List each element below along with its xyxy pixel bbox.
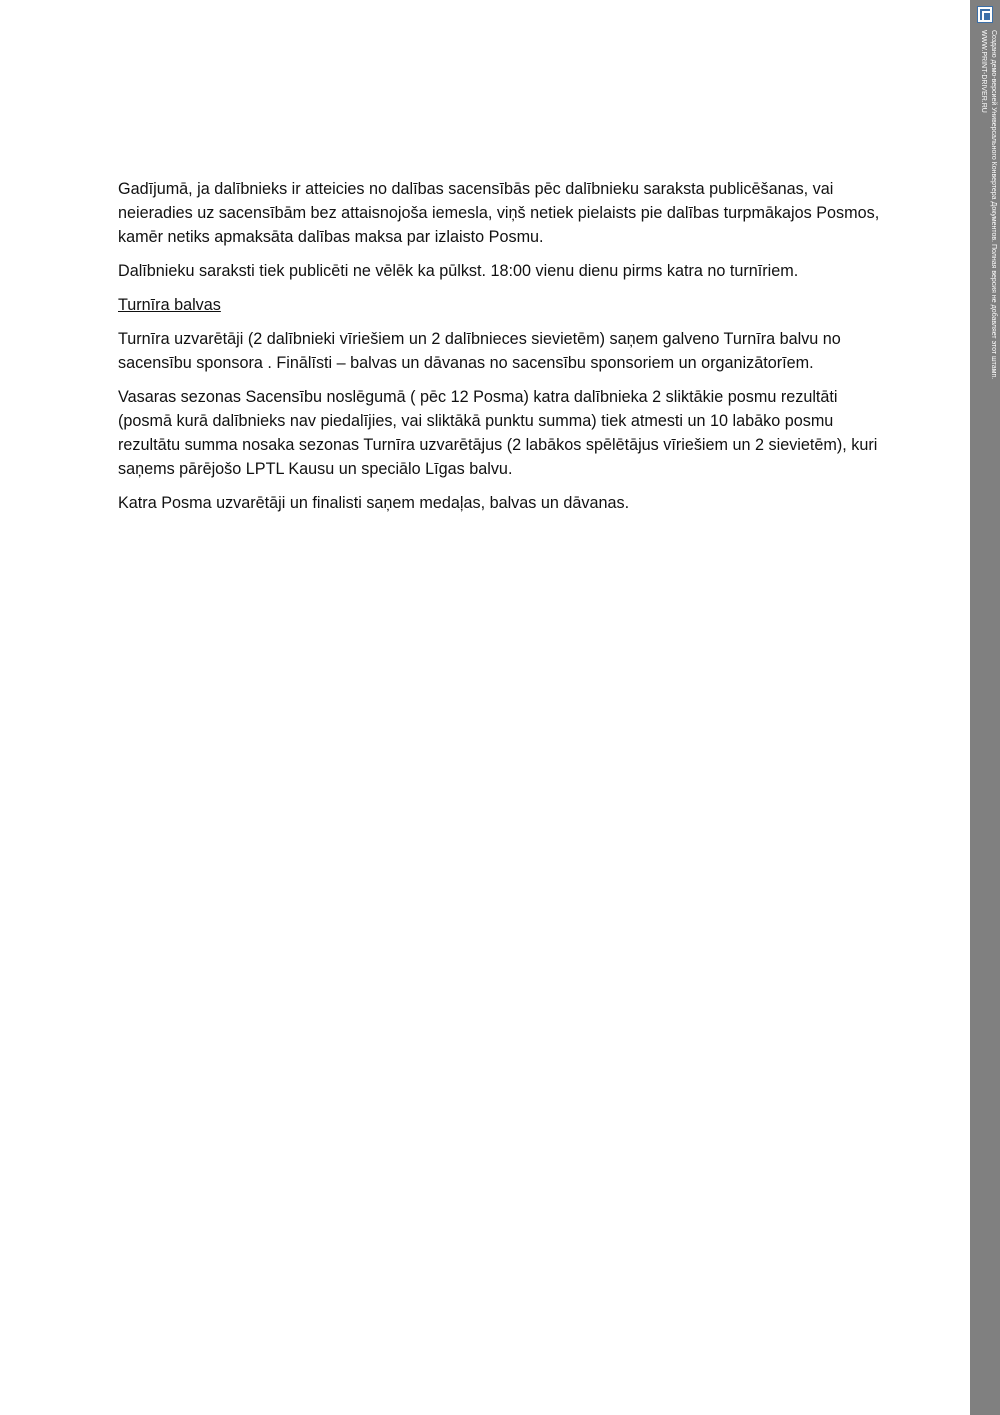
watermark-url: WWW.PRINT-DRIVER.RU [980,30,987,113]
section-heading-prizes: Turnīra balvas [118,296,221,314]
converter-watermark-sidebar [970,0,1000,1415]
watermark-text-block [974,30,998,400]
paragraph-stage-awards: Katra Posma uzvarētāji un finalisti saņem medaļas, balvas un dāvanas. [118,494,630,512]
converter-logo-icon [977,6,993,23]
paragraph-season-results: Vasaras sezonas Sacensību noslēgumā ( pēc 12 Posma) katra dalībnieka 2 sliktākie posmu rezultāti (posmā kurā dalībnieks nav piedalījies, vai sliktākā punktu summa) tiek atmesti un 10 labāko posmu rezultātu summa nosaka sezonas Turnīra uzvarētājus (2 labākos spēlētājus vīriešiem un 2 sievietēm), kuri saņems pārējošo LPTL Kausu un speciālo Līgas balvu. [118,388,878,478]
paragraph-tournament-winners: Turnīra uzvarētāji (2 dalībnieki vīriešiem un 2 dalībnieces sievietēm) saņem galveno Turnīra balvu no sacensību sponsora . Finālīsti – balvas un dāvanas no sacensību sponsoriem un organizātorīem. [118,330,841,372]
paragraph-list-publication: Dalībnieku saraksti tiek publicēti ne vēlēk ka pūlkst. 18:00 vienu dienu pirms katra no turnīriem. [118,262,799,280]
document-body [118,177,888,525]
paragraph-withdrawal-rule: Gadījumā, ja dalībnieks ir atteicies no dalības sacensībās pēc dalībnieku saraksta publicēšanas, vai neieradies uz sacensībām bez attaisnojoša iemesla, viņš netiek pielaists pie dalības turpmākajos Posmos, kamēr netiks apmaksāta dalības maksa par izlaisto Posmu. [118,180,880,246]
watermark-notice: Создано демо-версией Универсального Конвертера Документов. Полная версия не добавляет этот штамп. [990,30,997,380]
